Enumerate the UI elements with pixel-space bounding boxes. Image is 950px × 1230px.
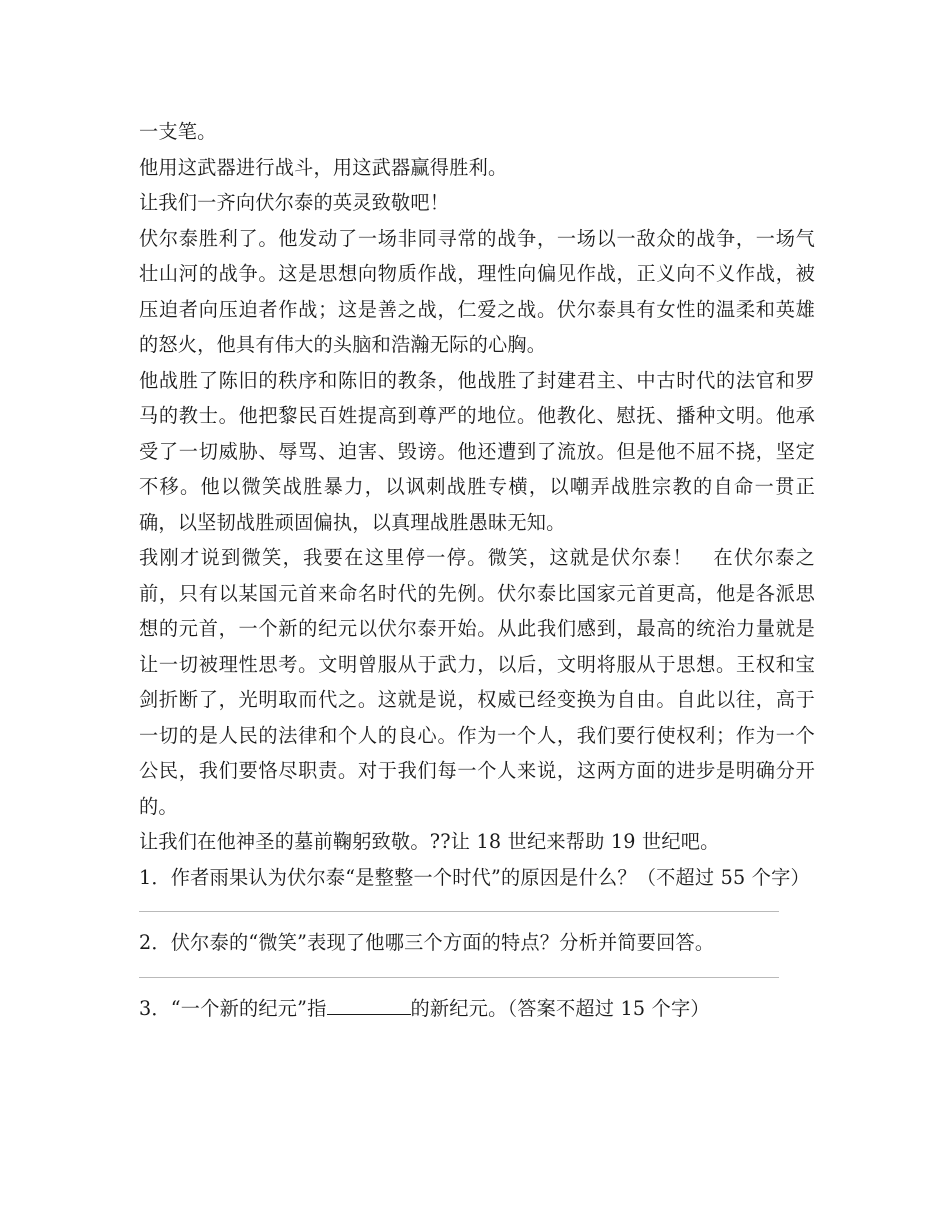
paragraph-3: 让我们一齐向伏尔泰的英灵致敬吧！ bbox=[139, 191, 450, 214]
paragraph-6: 我刚才说到微笑，我要在这里停一停。微笑，这就是伏尔泰！ 在伏尔泰之前，只有以某国元首来命名时代的先例。伏尔泰比国家元首更高，他是各派思想的元首，一个新的纪元以伏尔泰开始。从此我们感到，最高的统治力量就是让一切被理性思考。文明曾服从于武力，以后，文明将服从于思想。王权和宝剑折断了，光明取而代之。这就是说，权威已经变换为自由。自此以往，高于一切的是人民的法律和个人的良心。作为一个人，我们要行使权利；作为一个公民，我们要恪尽职责。对于我们每一个人来说，这两方面的进步是明确分开的。 bbox=[139, 546, 815, 818]
paragraph-4: 伏尔泰胜利了。他发动了一场非同寻常的战争，一场以一敌众的战争，一场气壮山河的战争。这是思想向物质作战，理性向偏见作战，正义向不义作战，被压迫者向压迫者作战；这是善之战，仁爱之战。伏尔泰具有女性的温柔和英雄的怒火，他具有伟大的头脑和浩瀚无际的心胸。 bbox=[139, 226, 815, 356]
answer-line-1[interactable] bbox=[139, 911, 779, 913]
answer-line-2[interactable] bbox=[139, 977, 779, 979]
paragraph-2: 他用这武器进行战斗，用这武器赢得胜利。 bbox=[139, 155, 508, 179]
question-1: 1．作者雨果认为伏尔泰“是整整一个时代”的原因是什么？（不超过 55 个字） bbox=[139, 865, 810, 889]
question-3 bbox=[139, 991, 815, 1027]
question-2: 2．伏尔泰的“微笑”表现了他哪三个方面的特点？分析并简要回答。 bbox=[139, 931, 715, 954]
question-3-prefix: 3．“一个新的纪元”指 bbox=[139, 996, 327, 1020]
paragraph-7: 让我们在他神圣的墓前鞠躬致敬。??让 18 世纪来帮助 19 世纪吧。 bbox=[139, 830, 720, 853]
paragraph-1: 一支笔。 bbox=[139, 120, 217, 143]
question-3-suffix: 的新纪元。（答案不超过 15 个字） bbox=[410, 996, 710, 1020]
paragraph-5: 他战胜了陈旧的秩序和陈旧的教条，他战胜了封建君主、中古时代的法官和罗马的教士。他把黎民百姓提高到尊严的地位。他教化、慰抚、播种文明。他承受了一切威胁、辱骂、迫害、毁谤。他还遭到了流放。但是他不屈不挠，坚定不移。他以微笑战胜暴力，以讽刺战胜专横，以嘲弄战胜宗教的自命一贯正确，以坚韧战胜顽固偏执，以真理战胜愚昧无知。 bbox=[139, 368, 815, 534]
answer-blank-3[interactable] bbox=[327, 996, 411, 1015]
document-page bbox=[139, 114, 815, 1026]
